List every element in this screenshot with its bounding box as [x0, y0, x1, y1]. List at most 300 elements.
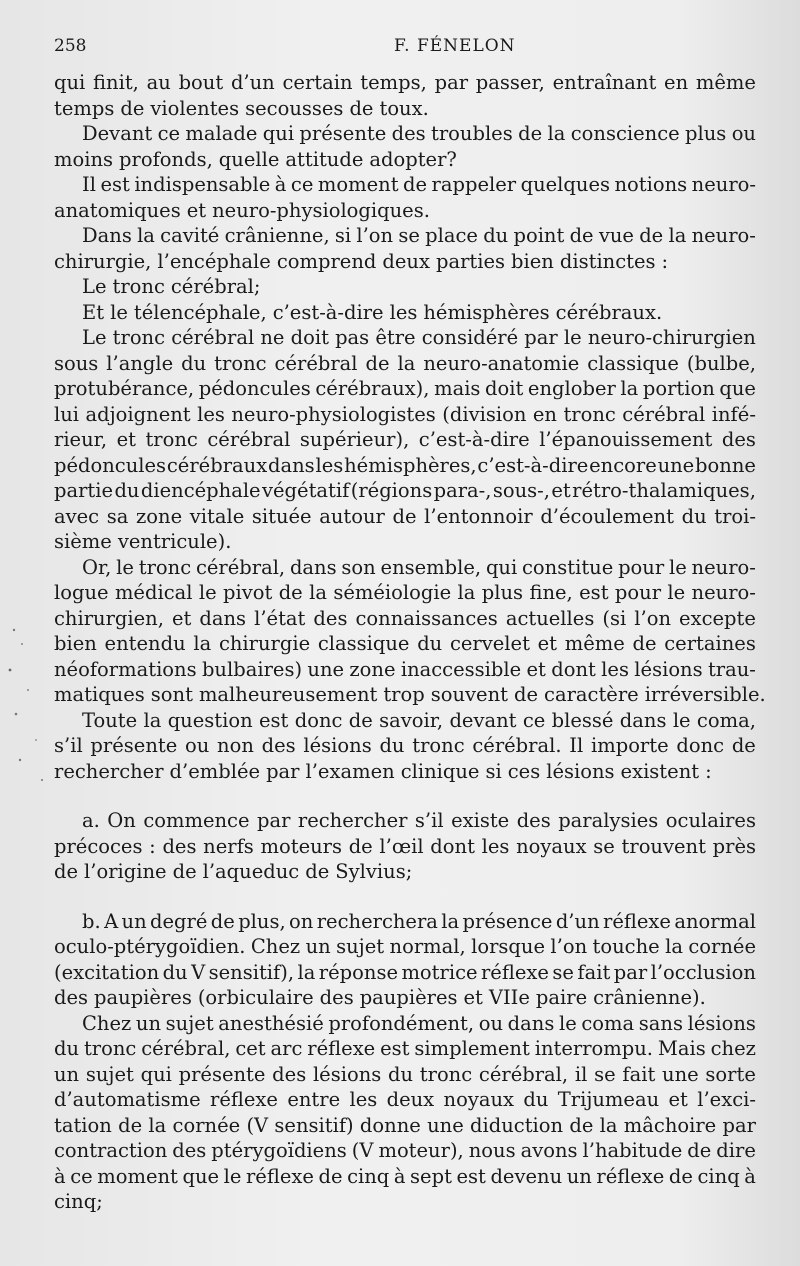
word: le — [668, 555, 687, 579]
word: Et — [82, 300, 105, 324]
word: cet — [235, 1037, 266, 1060]
word: certaines — [664, 632, 756, 655]
word: anormal — [674, 909, 756, 933]
text-line — [54, 402, 756, 428]
word: fine, — [529, 581, 573, 604]
word: et — [186, 198, 207, 222]
word: au — [146, 71, 171, 94]
word: (régions — [350, 479, 433, 502]
word: de — [403, 173, 428, 196]
word: dans — [619, 708, 667, 732]
word: neuro-chirurgien — [587, 326, 756, 349]
word: rieur, — [54, 428, 108, 451]
word: est — [579, 581, 609, 604]
word: la — [143, 708, 162, 732]
word: de — [318, 1164, 343, 1188]
word: cérébral — [171, 326, 255, 349]
word: vue — [598, 224, 634, 247]
word: à — [393, 1164, 406, 1188]
word: paupières — [359, 986, 458, 1009]
word: cérébraux), — [315, 377, 430, 400]
word: des — [516, 809, 551, 832]
text-line — [54, 453, 756, 479]
text-line — [54, 733, 756, 759]
word: réponse — [318, 960, 398, 984]
word: des — [313, 606, 348, 630]
word: réflexe — [210, 1088, 278, 1111]
word: VIIe — [488, 986, 530, 1009]
text-line — [54, 274, 756, 300]
word: il — [574, 1062, 588, 1086]
text-line — [54, 223, 756, 249]
word: médical — [114, 581, 193, 604]
paragraph-p6 — [54, 300, 756, 326]
word: à — [274, 173, 287, 196]
word: neuro- — [691, 224, 756, 247]
word: cérébral, — [141, 1037, 231, 1060]
word: le — [223, 1164, 242, 1188]
text-line — [54, 1113, 756, 1139]
paragraph-gap — [54, 784, 756, 808]
word: des — [261, 734, 296, 757]
word: l’entonnoir — [424, 504, 533, 528]
word: contraction — [54, 1139, 168, 1162]
word: notions — [614, 173, 688, 196]
word: ventricule). — [117, 530, 232, 553]
text-line — [54, 1062, 756, 1088]
word: moment — [97, 1164, 178, 1188]
word: nous — [468, 1139, 516, 1162]
word: Trijumeau — [557, 1088, 660, 1111]
word: malheureusement — [198, 683, 378, 706]
word: d’un — [555, 909, 600, 933]
word: fait — [622, 1062, 656, 1086]
word: profonds, — [119, 147, 213, 171]
word: diencéphale — [140, 479, 261, 502]
word: pour — [618, 555, 665, 579]
word: neuro- — [691, 581, 756, 604]
text-line — [54, 529, 756, 555]
word: comprend — [276, 249, 377, 273]
word: encore — [589, 453, 657, 477]
word: chirurgien, — [54, 606, 164, 630]
paragraph-p4 — [54, 223, 756, 274]
word: englober — [527, 377, 616, 400]
word: doit — [485, 377, 524, 400]
word: à — [744, 1164, 756, 1188]
word: c’est-à-dire — [477, 453, 589, 477]
word: réflexe — [480, 960, 549, 984]
word: l’épanouissement — [539, 428, 713, 451]
word: coma, — [696, 708, 756, 732]
word: et — [116, 428, 136, 451]
word: le — [563, 326, 582, 349]
word: cinq — [697, 1164, 740, 1188]
word: l’état — [254, 606, 306, 630]
word: ce — [290, 173, 314, 196]
word: sous-, — [492, 479, 550, 502]
word: par — [434, 71, 469, 94]
word: paralysies — [558, 809, 659, 832]
word: son — [341, 555, 376, 579]
word: végétatif — [262, 479, 350, 502]
word: quelques — [520, 173, 611, 196]
text-line — [54, 1138, 756, 1164]
word: des — [391, 122, 426, 145]
word: les — [315, 453, 344, 477]
word: est — [380, 1037, 410, 1060]
word: sième — [54, 530, 112, 553]
word: toux. — [379, 96, 429, 120]
word: tronc — [83, 1037, 137, 1060]
word: para-, — [433, 479, 492, 502]
word: tronc — [214, 351, 267, 375]
word: irréversible. — [644, 683, 766, 706]
word: la — [148, 1113, 167, 1137]
word: que — [719, 377, 756, 400]
word: dans — [268, 453, 315, 477]
word: ou — [731, 122, 756, 145]
word: du — [417, 632, 443, 655]
word: l’on — [634, 606, 671, 630]
page-number: 258 — [54, 36, 87, 56]
word: du — [54, 1037, 80, 1060]
word: connaissances — [355, 606, 498, 630]
word: simplement — [414, 1037, 530, 1060]
word: sensitif) — [274, 1113, 354, 1137]
word: sujet — [336, 935, 385, 958]
text-line — [54, 172, 756, 198]
word: néoformations — [54, 657, 197, 681]
word: la — [620, 377, 639, 400]
text-line — [54, 909, 756, 935]
word: troi- — [714, 504, 756, 528]
text-line — [54, 960, 756, 986]
word: une — [307, 657, 345, 681]
word: de — [569, 1113, 594, 1137]
word: présente — [178, 1062, 266, 1086]
word: inaccessible — [400, 657, 522, 681]
word: tronc — [412, 734, 465, 757]
word: a. — [82, 809, 100, 832]
word: adjoignent — [85, 402, 191, 426]
word: crânienne). — [593, 986, 706, 1009]
word: le — [667, 581, 686, 604]
word: commence — [143, 809, 250, 832]
word: trop — [383, 683, 425, 706]
word: neuro- — [691, 555, 756, 579]
word: les — [481, 834, 510, 858]
word: distinctes — [559, 249, 656, 273]
word: rétro-thalamiques, — [572, 479, 756, 502]
word: hémisphères — [423, 300, 550, 324]
text-line — [54, 1011, 756, 1037]
word: est — [259, 708, 289, 732]
word: neuro- — [691, 173, 756, 196]
word: l’angle — [106, 351, 174, 375]
word: Il — [82, 173, 96, 196]
text-line — [54, 834, 756, 860]
text-line — [54, 985, 756, 1011]
word: du — [181, 351, 207, 375]
text-line — [54, 759, 756, 785]
word: c’est-à-dire — [272, 300, 384, 324]
word: l’habitude — [582, 1139, 683, 1162]
word: matiques — [54, 683, 145, 706]
word: si — [485, 759, 502, 783]
word: rechercher — [297, 809, 408, 832]
word: chirurgie, — [54, 249, 152, 273]
word: de — [118, 1113, 143, 1137]
text-line — [54, 376, 756, 402]
word: du — [483, 224, 509, 247]
word: cérébraux. — [555, 300, 663, 324]
word: les — [349, 1088, 378, 1111]
text-line — [54, 708, 756, 734]
word: de — [210, 909, 235, 933]
word: sept — [410, 1164, 452, 1188]
word: (division — [442, 402, 527, 426]
word: qui — [485, 555, 518, 579]
word: cervelet — [449, 632, 530, 655]
word: l’occlusion — [650, 960, 756, 984]
word: entre — [287, 1088, 341, 1111]
word: zone — [136, 504, 183, 528]
word: la — [665, 935, 683, 958]
text-line — [54, 1036, 756, 1062]
word: par — [722, 1113, 756, 1137]
word: Toute — [82, 708, 138, 732]
word: diduction — [470, 1113, 564, 1137]
word: (bulbe, — [686, 351, 756, 375]
word: s’il — [54, 734, 83, 757]
word: cérébral — [274, 351, 358, 375]
word: de — [365, 351, 390, 375]
word: de — [54, 860, 79, 883]
word: de — [639, 224, 664, 247]
word: neuro-physiologistes — [231, 402, 436, 426]
word: devant — [449, 708, 517, 732]
word: tronc — [419, 1062, 473, 1086]
word: ce — [522, 708, 546, 732]
text-line — [54, 859, 756, 885]
word: cinq; — [54, 1190, 103, 1213]
word: réflexe — [596, 1164, 665, 1188]
word: l’aqueduc — [202, 860, 300, 883]
word: Il — [569, 734, 584, 757]
word: le — [110, 300, 128, 324]
word: V — [191, 960, 206, 984]
word: oculaires — [665, 809, 756, 832]
word: la — [547, 122, 566, 145]
word: dans — [289, 555, 337, 579]
word: ptérygoïdiens — [211, 1139, 347, 1162]
word: sa — [106, 504, 129, 528]
word: Le — [82, 275, 107, 298]
text-line — [54, 555, 756, 581]
word: : — [149, 834, 156, 858]
word: arc — [270, 1037, 303, 1060]
word: coma — [581, 1011, 635, 1035]
word: par — [524, 326, 558, 349]
word: l’on — [550, 935, 588, 958]
text-line — [54, 580, 756, 606]
word: le — [558, 1011, 577, 1035]
word: degré — [150, 909, 208, 933]
word: s’il — [414, 809, 444, 832]
text-line — [54, 808, 756, 834]
word: on — [289, 909, 314, 933]
word: caractère — [544, 683, 639, 706]
word: actuelles — [505, 606, 595, 630]
word: par — [613, 960, 648, 984]
word: pour — [614, 581, 662, 604]
word: réflexe — [245, 1164, 314, 1188]
text-line — [54, 1087, 756, 1113]
word: savoir, — [379, 708, 444, 732]
word: place — [425, 224, 478, 247]
word: l’on — [356, 224, 394, 247]
word: moteur), — [378, 1139, 464, 1162]
text-line — [54, 504, 756, 530]
word: trouvent — [621, 834, 706, 858]
word: de — [278, 581, 303, 604]
word: de — [349, 96, 374, 120]
word: un — [135, 1011, 162, 1035]
word: lésions — [312, 1062, 382, 1086]
word: donc — [676, 734, 725, 757]
word: rappeler — [431, 173, 517, 196]
word: plus, — [238, 909, 286, 933]
word: ces — [507, 759, 541, 783]
word: indispensable — [134, 173, 271, 196]
word: passer, — [475, 71, 545, 94]
word: présente — [90, 734, 178, 757]
word: chirurgie — [218, 632, 311, 655]
word: moins — [54, 147, 114, 171]
word: la — [397, 351, 416, 375]
word: temps — [54, 96, 115, 120]
word: ce — [70, 1164, 93, 1188]
word: et — [526, 657, 546, 681]
word: existent — [620, 759, 700, 783]
paragraph-p5 — [54, 274, 756, 300]
word: bulbaires) — [201, 657, 303, 681]
word: l’encéphale — [157, 249, 271, 273]
word: sont — [150, 683, 193, 706]
word: présence — [462, 909, 553, 933]
text-line — [54, 249, 756, 275]
word: précoces — [54, 834, 143, 858]
word: et — [551, 479, 571, 502]
word: clinique — [400, 759, 480, 783]
word: le — [672, 708, 691, 732]
text-line — [54, 478, 756, 504]
word: ce — [157, 122, 181, 145]
word: plus — [481, 581, 524, 604]
word: d’emblée — [169, 759, 261, 783]
word: adopter? — [369, 147, 457, 171]
word: plus — [685, 122, 727, 145]
text-line — [54, 934, 756, 960]
word: (V — [246, 1113, 269, 1137]
word: des — [272, 1062, 307, 1086]
word: dire — [716, 1139, 756, 1162]
word: la — [599, 1113, 618, 1137]
word: dans — [199, 606, 247, 630]
word: la — [457, 581, 476, 604]
word: des — [54, 986, 89, 1009]
word: constitue — [522, 555, 614, 579]
word: paupières — [94, 986, 192, 1009]
word: noyaux — [443, 1088, 515, 1111]
word: existe — [451, 809, 510, 832]
word: la — [309, 581, 327, 604]
text-line — [54, 1164, 756, 1190]
text-line — [54, 682, 766, 708]
paragraph-p10 — [54, 808, 756, 885]
word: bien — [54, 632, 97, 655]
word: une — [662, 1062, 699, 1086]
word: (excitation — [54, 960, 160, 984]
word: du — [523, 1088, 549, 1111]
word: les — [389, 300, 418, 324]
paragraph-p1 — [54, 70, 756, 121]
word: lésions — [634, 657, 703, 681]
paragraph-p12 — [54, 1011, 756, 1215]
word: profondément, — [328, 1011, 475, 1035]
word: bonne — [695, 453, 756, 477]
word: anesthésié — [218, 1011, 324, 1035]
paragraph-p3 — [54, 172, 756, 223]
word: en — [532, 402, 557, 426]
paragraph-p2 — [54, 121, 756, 172]
word: autour — [319, 504, 385, 528]
margin-stain-marks — [2, 610, 62, 810]
word: est — [100, 173, 130, 196]
word: de — [514, 683, 539, 706]
word: des — [319, 986, 354, 1009]
word: près — [712, 834, 756, 858]
word: Le — [82, 326, 107, 349]
word: et — [171, 606, 192, 630]
word: deux — [382, 249, 430, 273]
word: Chez — [82, 1011, 132, 1035]
word: sensitif), — [208, 960, 295, 984]
word: d’un — [230, 71, 275, 94]
word: lui — [54, 402, 80, 426]
word: avons — [520, 1139, 578, 1162]
word: entendu — [104, 632, 186, 655]
word: attitude — [285, 147, 364, 171]
word: protubérance, — [54, 377, 195, 400]
word: mais — [434, 377, 481, 400]
word: cornée — [688, 935, 756, 958]
word: blessé — [551, 708, 614, 732]
word: se — [593, 834, 615, 858]
word: A — [104, 909, 119, 933]
word: télencéphale, — [133, 300, 267, 324]
word: des — [162, 834, 197, 858]
word: doit — [290, 326, 329, 349]
word: ou — [184, 734, 210, 757]
word: supérieur), — [299, 428, 410, 451]
word: importe — [590, 734, 669, 757]
word: classique — [587, 351, 679, 375]
word: qui — [140, 1062, 172, 1086]
paragraph-p8 — [54, 555, 766, 708]
word: présente — [299, 122, 387, 145]
